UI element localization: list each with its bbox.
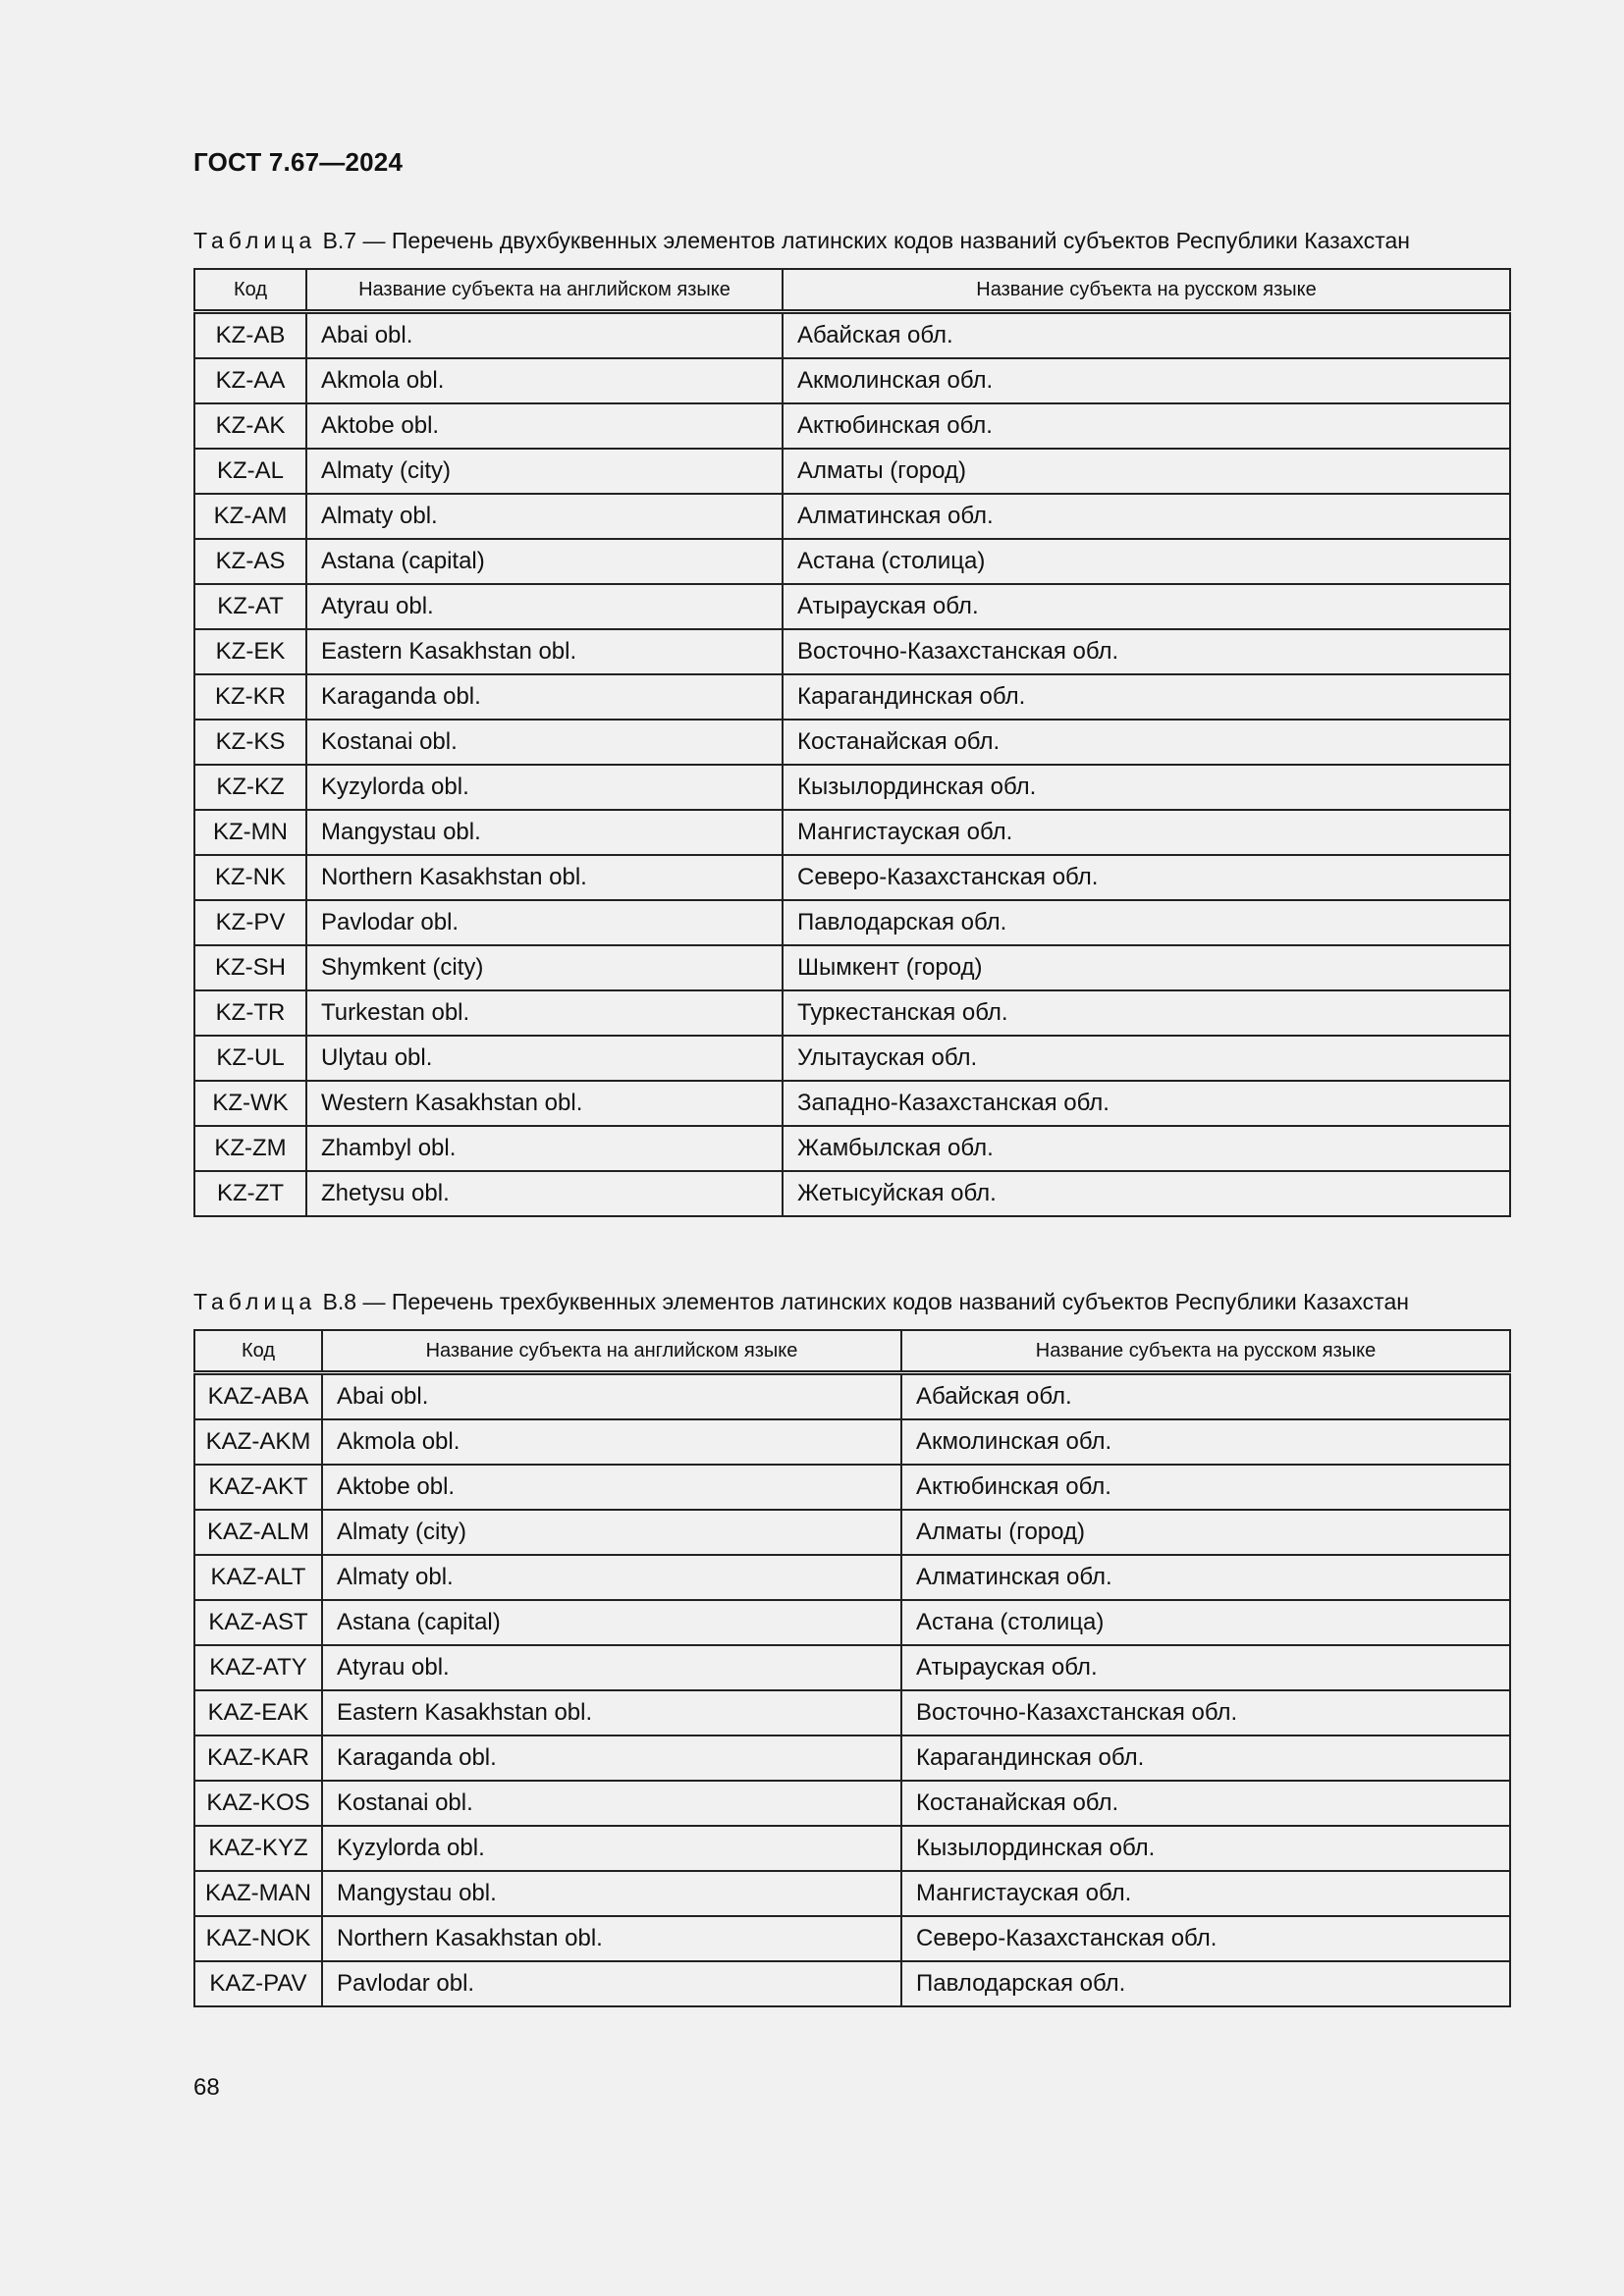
code-cell: KAZ-AST	[194, 1600, 322, 1645]
column-header-english-name: Название субъекта на английском языке	[306, 269, 783, 312]
table-row	[194, 1373, 1510, 1420]
code-cell: KZ-AK	[194, 403, 306, 449]
code-cell: KZ-PV	[194, 900, 306, 945]
table-row	[194, 1690, 1510, 1735]
english-name-cell: Kostanai obl.	[322, 1781, 901, 1826]
english-name-cell: Mangystau obl.	[306, 810, 783, 855]
table-row	[194, 1419, 1510, 1465]
table-row	[194, 449, 1510, 494]
english-name-cell: Akmola obl.	[322, 1419, 901, 1465]
table-row	[194, 1826, 1510, 1871]
table-b7	[193, 268, 1511, 1217]
code-cell: KZ-AT	[194, 584, 306, 629]
table-b7-body	[194, 312, 1510, 1217]
document-title: ГОСТ 7.67—2024	[193, 147, 404, 177]
code-cell: KZ-MN	[194, 810, 306, 855]
code-cell: KAZ-KAR	[194, 1735, 322, 1781]
russian-name-cell: Актюбинская обл.	[901, 1465, 1510, 1510]
table-row	[194, 810, 1510, 855]
russian-name-cell: Абайская обл.	[901, 1373, 1510, 1420]
code-cell: KAZ-ALM	[194, 1510, 322, 1555]
code-cell: KZ-ZT	[194, 1171, 306, 1216]
english-name-cell: Kyzylorda obl.	[306, 765, 783, 810]
russian-name-cell: Актюбинская обл.	[783, 403, 1510, 449]
table-row	[194, 674, 1510, 720]
code-cell: KAZ-ALT	[194, 1555, 322, 1600]
russian-name-cell: Атырауская обл.	[901, 1645, 1510, 1690]
table-b8-caption	[193, 1289, 1409, 1315]
table-row	[194, 990, 1510, 1036]
table-row	[194, 855, 1510, 900]
russian-name-cell: Алматы (город)	[783, 449, 1510, 494]
table-row	[194, 720, 1510, 765]
english-name-cell: Astana (capital)	[306, 539, 783, 584]
russian-name-cell: Костанайская обл.	[901, 1781, 1510, 1826]
russian-name-cell: Астана (столица)	[783, 539, 1510, 584]
english-name-cell: Abai obl.	[306, 312, 783, 359]
english-name-cell: Turkestan obl.	[306, 990, 783, 1036]
table-row	[194, 1735, 1510, 1781]
table-row	[194, 1081, 1510, 1126]
code-cell: KZ-KZ	[194, 765, 306, 810]
russian-name-cell: Северо-Казахстанская обл.	[783, 855, 1510, 900]
table-row	[194, 900, 1510, 945]
russian-name-cell: Карагандинская обл.	[783, 674, 1510, 720]
code-cell: KAZ-KYZ	[194, 1826, 322, 1871]
english-name-cell: Karaganda obl.	[322, 1735, 901, 1781]
english-name-cell: Almaty obl.	[306, 494, 783, 539]
english-name-cell: Ulytau obl.	[306, 1036, 783, 1081]
russian-name-cell: Жетысуйская обл.	[783, 1171, 1510, 1216]
table-b8-body	[194, 1373, 1510, 2007]
english-name-cell: Almaty obl.	[322, 1555, 901, 1600]
column-header-code: Код	[194, 269, 306, 312]
english-name-cell: Shymkent (city)	[306, 945, 783, 990]
code-cell: KAZ-NOK	[194, 1916, 322, 1961]
english-name-cell: Almaty (city)	[306, 449, 783, 494]
code-cell: KZ-AB	[194, 312, 306, 359]
russian-name-cell: Мангистауская обл.	[783, 810, 1510, 855]
column-header-english-name: Название субъекта на английском языке	[322, 1330, 901, 1373]
code-cell: KZ-KR	[194, 674, 306, 720]
code-cell: KZ-ZM	[194, 1126, 306, 1171]
russian-name-cell: Восточно-Казахстанская обл.	[901, 1690, 1510, 1735]
russian-name-cell: Абайская обл.	[783, 312, 1510, 359]
english-name-cell: Pavlodar obl.	[306, 900, 783, 945]
table-b7-caption-text: B.7 — Перечень двухбуквенных элементов латинских кодов названий субъектов Республики Казахстан	[322, 228, 1410, 253]
english-name-cell: Zhetysu obl.	[306, 1171, 783, 1216]
table-row	[194, 584, 1510, 629]
english-name-cell: Atyrau obl.	[306, 584, 783, 629]
page-number: 68	[193, 2074, 220, 2101]
column-header-russian-name: Название субъекта на русском языке	[901, 1330, 1510, 1373]
russian-name-cell: Акмолинская обл.	[783, 358, 1510, 403]
english-name-cell: Karaganda obl.	[306, 674, 783, 720]
english-name-cell: Abai obl.	[322, 1373, 901, 1420]
table-row	[194, 1510, 1510, 1555]
russian-name-cell: Кызылординская обл.	[901, 1826, 1510, 1871]
russian-name-cell: Павлодарская обл.	[901, 1961, 1510, 2006]
code-cell: KAZ-EAK	[194, 1690, 322, 1735]
table-row	[194, 358, 1510, 403]
code-cell: KZ-AL	[194, 449, 306, 494]
code-cell: KZ-WK	[194, 1081, 306, 1126]
table-row	[194, 1555, 1510, 1600]
table-row	[194, 312, 1510, 359]
code-cell: KAZ-AKM	[194, 1419, 322, 1465]
english-name-cell: Pavlodar obl.	[322, 1961, 901, 2006]
russian-name-cell: Алматинская обл.	[783, 494, 1510, 539]
table-b7-caption	[193, 228, 1410, 254]
code-cell: KZ-TR	[194, 990, 306, 1036]
russian-name-cell: Атырауская обл.	[783, 584, 1510, 629]
english-name-cell: Kyzylorda obl.	[322, 1826, 901, 1871]
russian-name-cell: Павлодарская обл.	[783, 900, 1510, 945]
english-name-cell: Eastern Kasakhstan obl.	[306, 629, 783, 674]
table-b8-caption-text: B.8 — Перечень трехбуквенных элементов латинских кодов названий субъектов Республики Казахстан	[322, 1289, 1409, 1314]
table-row	[194, 629, 1510, 674]
english-name-cell: Northern Kasakhstan obl.	[322, 1916, 901, 1961]
table-b7-caption-prefix: Таблица	[193, 228, 317, 253]
table-b8	[193, 1329, 1511, 2007]
russian-name-cell: Северо-Казахстанская обл.	[901, 1916, 1510, 1961]
table-row	[194, 1171, 1510, 1216]
russian-name-cell: Улытауская обл.	[783, 1036, 1510, 1081]
russian-name-cell: Западно-Казахстанская обл.	[783, 1081, 1510, 1126]
table-row	[194, 539, 1510, 584]
table-row	[194, 1916, 1510, 1961]
table-row	[194, 1465, 1510, 1510]
code-cell: KAZ-ATY	[194, 1645, 322, 1690]
table-row	[194, 403, 1510, 449]
russian-name-cell: Кызылординская обл.	[783, 765, 1510, 810]
code-cell: KZ-NK	[194, 855, 306, 900]
code-cell: KAZ-ABA	[194, 1373, 322, 1420]
russian-name-cell: Астана (столица)	[901, 1600, 1510, 1645]
table-row	[194, 1781, 1510, 1826]
code-cell: KZ-KS	[194, 720, 306, 765]
russian-name-cell: Костанайская обл.	[783, 720, 1510, 765]
code-cell: KZ-AA	[194, 358, 306, 403]
table-row	[194, 1036, 1510, 1081]
english-name-cell: Akmola obl.	[306, 358, 783, 403]
column-header-russian-name: Название субъекта на русском языке	[783, 269, 1510, 312]
english-name-cell: Astana (capital)	[322, 1600, 901, 1645]
russian-name-cell: Мангистауская обл.	[901, 1871, 1510, 1916]
english-name-cell: Atyrau obl.	[322, 1645, 901, 1690]
russian-name-cell: Восточно-Казахстанская обл.	[783, 629, 1510, 674]
table-row	[194, 1126, 1510, 1171]
english-name-cell: Zhambyl obl.	[306, 1126, 783, 1171]
code-cell: KAZ-AKT	[194, 1465, 322, 1510]
code-cell: KZ-EK	[194, 629, 306, 674]
english-name-cell: Western Kasakhstan obl.	[306, 1081, 783, 1126]
code-cell: KZ-UL	[194, 1036, 306, 1081]
russian-name-cell: Туркестанская обл.	[783, 990, 1510, 1036]
russian-name-cell: Акмолинская обл.	[901, 1419, 1510, 1465]
code-cell: KZ-AS	[194, 539, 306, 584]
russian-name-cell: Шымкент (город)	[783, 945, 1510, 990]
table-b7-header-row	[194, 269, 1510, 312]
code-cell: KAZ-PAV	[194, 1961, 322, 2006]
table-row	[194, 494, 1510, 539]
table-row	[194, 945, 1510, 990]
table-b8-header-row	[194, 1330, 1510, 1373]
russian-name-cell: Карагандинская обл.	[901, 1735, 1510, 1781]
russian-name-cell: Алматы (город)	[901, 1510, 1510, 1555]
english-name-cell: Northern Kasakhstan obl.	[306, 855, 783, 900]
table-row	[194, 765, 1510, 810]
russian-name-cell: Жамбылская обл.	[783, 1126, 1510, 1171]
table-row	[194, 1871, 1510, 1916]
english-name-cell: Aktobe obl.	[306, 403, 783, 449]
code-cell: KZ-SH	[194, 945, 306, 990]
english-name-cell: Kostanai obl.	[306, 720, 783, 765]
english-name-cell: Eastern Kasakhstan obl.	[322, 1690, 901, 1735]
english-name-cell: Almaty (city)	[322, 1510, 901, 1555]
english-name-cell: Aktobe obl.	[322, 1465, 901, 1510]
column-header-code: Код	[194, 1330, 322, 1373]
table-row	[194, 1600, 1510, 1645]
code-cell: KAZ-KOS	[194, 1781, 322, 1826]
code-cell: KAZ-MAN	[194, 1871, 322, 1916]
russian-name-cell: Алматинская обл.	[901, 1555, 1510, 1600]
table-row	[194, 1645, 1510, 1690]
table-b8-caption-prefix: Таблица	[193, 1289, 317, 1314]
code-cell: KZ-AM	[194, 494, 306, 539]
table-row	[194, 1961, 1510, 2006]
english-name-cell: Mangystau obl.	[322, 1871, 901, 1916]
